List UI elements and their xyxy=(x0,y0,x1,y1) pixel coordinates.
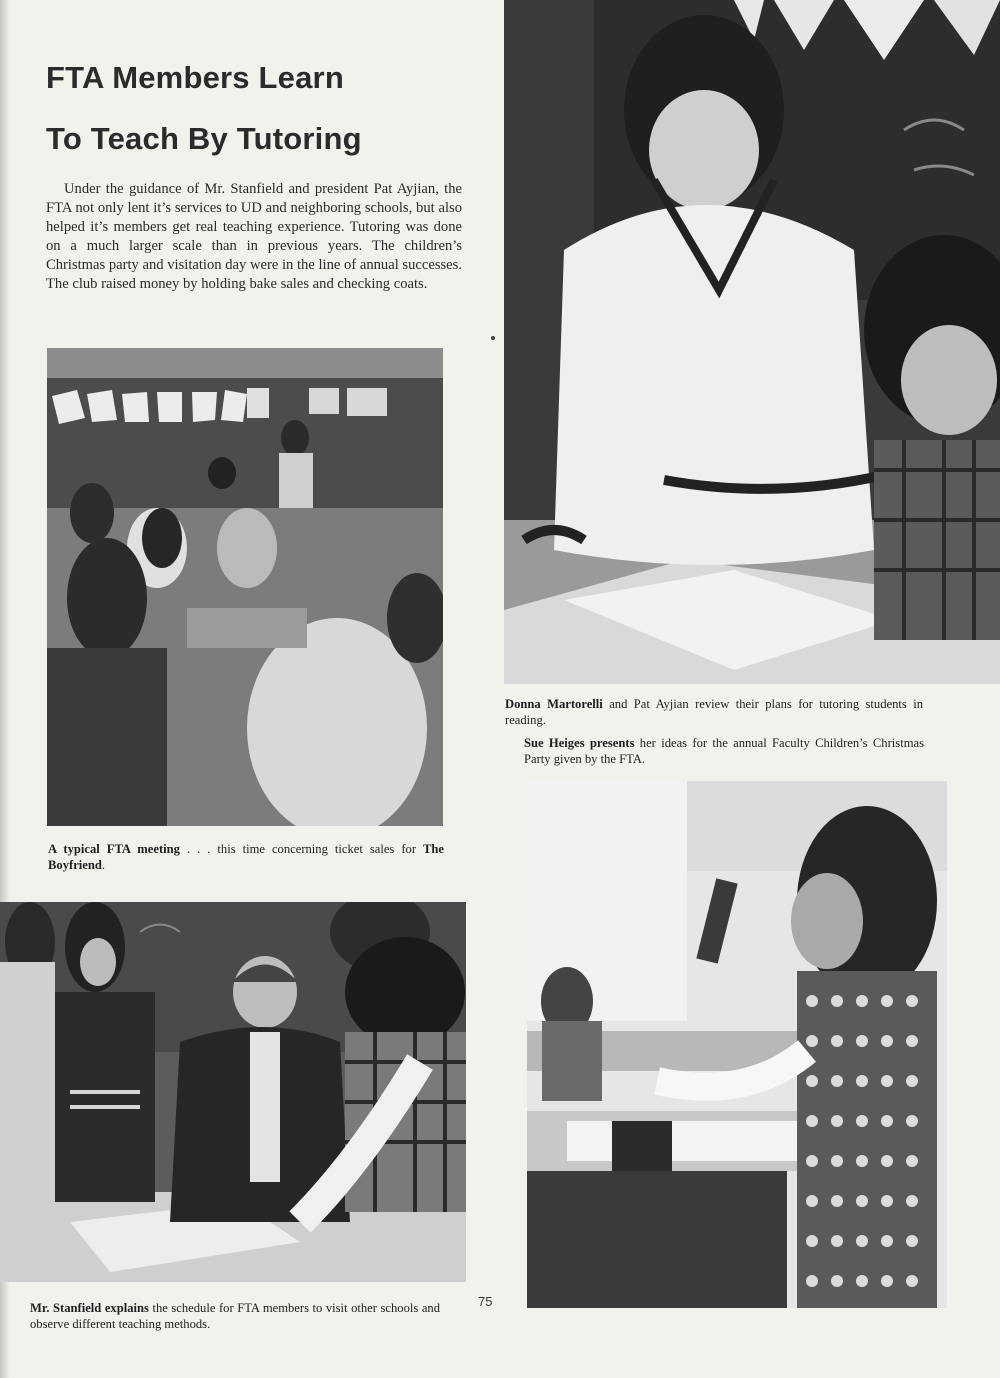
intro-paragraph: Under the guidance of Mr. Stanfield and president Pat Ayjian, the FTA not only lent it’s services to UD and neighboring schools, but also helped it’s members get real teaching experience. Tutoring was done on a much larger scale than in previous years. The children’s Christmas party and visitation day were in the line of annual successes. The club raised money by holding bake sales and checking coats. xyxy=(46,181,462,292)
caption-presents xyxy=(524,735,924,767)
caption-fta-meeting-end: . xyxy=(101,858,106,872)
photo-sue-heiges-image xyxy=(527,781,947,1308)
photo-mr-stanfield-image xyxy=(0,902,466,1282)
caption-mr-stanfield xyxy=(30,1300,440,1332)
print-speck xyxy=(491,336,495,340)
page-number: 75 xyxy=(478,1294,493,1309)
photo-fta-meeting xyxy=(47,348,443,826)
photo-sue-heiges xyxy=(527,781,947,1308)
photo-tutoring-review xyxy=(504,0,1000,684)
photo-mr-stanfield xyxy=(0,902,466,1282)
caption-fta-meeting-title: The Boyfriend xyxy=(48,842,445,872)
photo-tutoring-review-image xyxy=(504,0,1000,684)
caption-fta-meeting-text: . . . this time concerning ticket sales for xyxy=(179,842,424,856)
caption-fta-meeting-bold: A typical FTA meeting xyxy=(48,842,180,856)
caption-tutoring-review xyxy=(505,696,923,728)
caption-mr-stanfield-bold: Mr. Stanfield explains xyxy=(30,1301,149,1315)
photo-fta-meeting-image xyxy=(47,348,443,826)
caption-presents-bold: Sue Heiges presents xyxy=(524,736,635,750)
caption-presents-text: her ideas for the annual Faculty Children’s Christmas Party given by the FTA. xyxy=(524,736,924,766)
caption-tutoring-review-bold: Donna Martorelli xyxy=(505,697,603,711)
caption-tutoring-review-text: and Pat Ayjian review their plans for tutoring students in reading. xyxy=(505,697,924,727)
headline-line-2: To Teach By Tutoring xyxy=(46,121,362,156)
caption-fta-meeting xyxy=(48,841,444,873)
headline-line-1: FTA Members Learn xyxy=(46,60,344,95)
caption-mr-stanfield-text: the schedule for FTA members to visit other schools and observe different teaching methods. xyxy=(30,1301,440,1331)
